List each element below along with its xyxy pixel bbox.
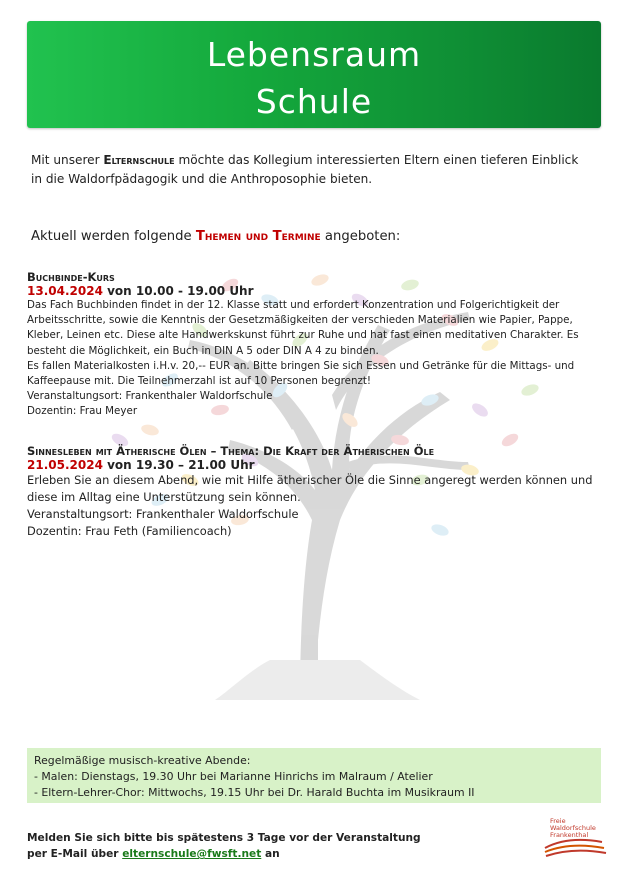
registration-pre: per E-Mail über bbox=[27, 848, 123, 860]
current-heading bbox=[31, 229, 400, 244]
intro-pre: Mit unserer bbox=[31, 153, 104, 167]
event-location: Veranstaltungsort: Frankenthaler Waldorfschule bbox=[27, 507, 299, 521]
registration-line-2 bbox=[27, 846, 421, 862]
event-time: von 10.00 - 19.00 Uhr bbox=[102, 284, 254, 298]
title-line-2: Schule bbox=[255, 82, 373, 121]
regular-item: - Malen: Dienstags, 19.30 Uhr bei Marianne Hinrichs im Malraum / Atelier bbox=[34, 770, 433, 783]
current-post: angeboten: bbox=[320, 229, 401, 244]
event-lecturer: Dozentin: Frau Meyer bbox=[27, 405, 138, 418]
title-banner bbox=[27, 21, 601, 128]
intro-text bbox=[31, 151, 591, 189]
event-description: Das Fach Buchbinden findet in der 12. Klasse statt und erfordert Konzentration und Folgerichtigkeit der Arbeitsschritte, sowie die Kenntnis der Gesetzmäßigkeiten der verschieden Materialien wie Papier, Pappe, Kleber, Leinen etc. Diese alte Handwerkskunst führt zur Ruhe und hat fast einen meditativen Charakter. Es besteht die Möglichkeit, ein Buch in DIN A 5 oder DIN A 4 zu binden. bbox=[27, 299, 579, 357]
email-link[interactable]: elternschule@fwsft.net bbox=[122, 848, 262, 860]
event-date: 21.05.2024 bbox=[27, 458, 103, 472]
intro-highlight: Elternschule bbox=[103, 153, 175, 167]
event-buchbinde bbox=[27, 270, 597, 420]
logo-line-1: Freie bbox=[550, 817, 566, 825]
event-date-line bbox=[27, 458, 597, 472]
regular-heading: Regelmäßige musisch-kreative Abende: bbox=[34, 754, 251, 767]
event-costs: Es fallen Materialkosten i.H.v. 20,-- EUR an. Bitte bringen Sie sich Essen und Getränke für die Mittags- und Kaffeepause mit. Die Teilnehmerzahl ist auf 10 Personen begrenzt! bbox=[27, 359, 575, 388]
event-location: Veranstaltungsort: Frankenthaler Waldorfschule bbox=[27, 390, 273, 403]
event-time: von 19.30 – 21.00 Uhr bbox=[102, 458, 255, 472]
current-highlight: Themen und Termine bbox=[195, 229, 321, 244]
current-pre: Aktuell werden folgende bbox=[31, 229, 196, 244]
event-title: Buchbinde-Kurs bbox=[27, 270, 115, 284]
event-title: Sinnesleben mit Ätherische Ölen – Thema: Die Kraft der Ätherischen Öle bbox=[27, 444, 435, 458]
event-sinnesleben bbox=[27, 444, 597, 540]
registration-post: an bbox=[261, 848, 280, 860]
school-logo bbox=[540, 818, 610, 862]
event-date: 13.04.2024 bbox=[27, 284, 103, 298]
event-lecturer: Dozentin: Frau Feth (Familiencoach) bbox=[27, 524, 232, 538]
event-date-line bbox=[27, 284, 597, 298]
registration-note bbox=[27, 830, 421, 862]
regular-evenings-box bbox=[27, 748, 601, 803]
logo-swoosh-icon bbox=[540, 818, 610, 862]
logo-line-3: Frankenthal bbox=[550, 831, 589, 839]
intro-post: möchte das Kollegium interessierten Eltern einen tieferen Einblick in die Waldorfpädagogik und die Anthroposophie bieten. bbox=[31, 153, 579, 186]
title-line-1: Lebensraum bbox=[206, 35, 422, 74]
event-description: Erleben Sie an diesem Abend, wie mit Hilfe ätherischer Öle die Sinne angeregt werden können und diese im Alltag eine Unterstützung sein können. bbox=[27, 473, 593, 504]
regular-item: - Eltern-Lehrer-Chor: Mittwochs, 19.15 Uhr bei Dr. Harald Buchta im Musikraum II bbox=[34, 786, 475, 799]
registration-line-1: Melden Sie sich bitte bis spätestens 3 Tage vor der Veranstaltung bbox=[27, 832, 421, 844]
logo-line-2: Waldorfschule bbox=[550, 824, 596, 832]
